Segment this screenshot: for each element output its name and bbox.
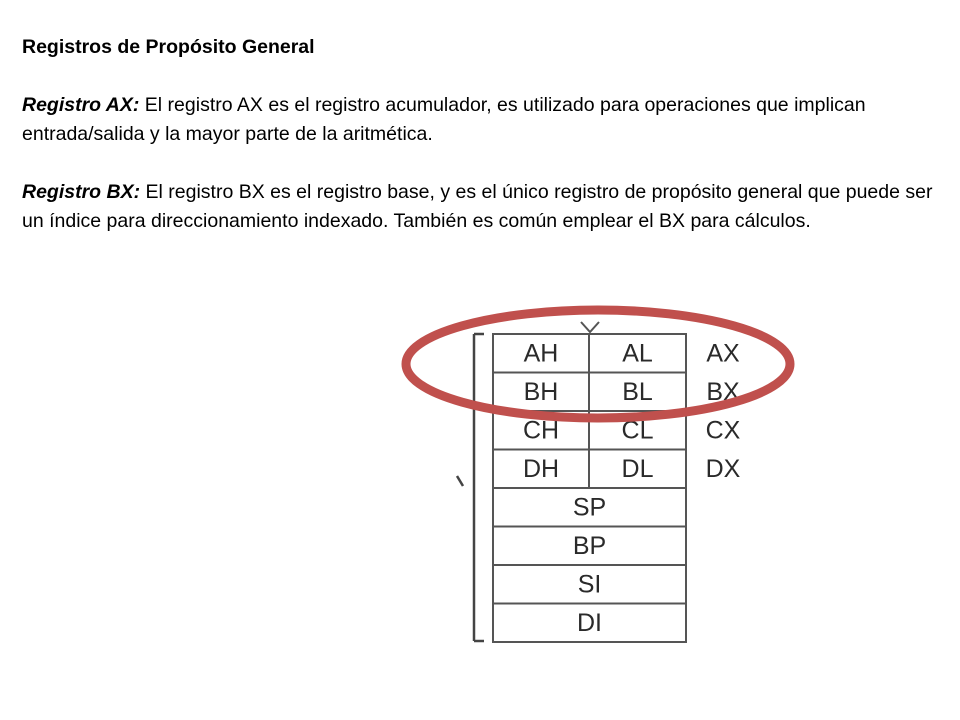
ax-description: El registro AX es el registro acumulador, es utilizado para operaciones que implican entrada/salida y la mayor parte de la aritmética. xyxy=(22,94,866,145)
register-low-label: AL xyxy=(622,339,653,368)
register-high-label: AH xyxy=(523,339,559,368)
bx-term: Registro BX: xyxy=(22,181,141,203)
register-full-label: AX xyxy=(706,339,740,368)
top-fork-mark xyxy=(581,322,599,332)
register-wide-label: BP xyxy=(572,531,607,560)
register-high-label: DH xyxy=(522,454,560,483)
register-wide-label: SI xyxy=(577,570,602,599)
page-title: Registros de Propósito General xyxy=(22,36,315,58)
bx-description: El registro BX es el registro base, y es el único registro de propósito general que puede ser un índice para direccionamiento indexado. También es común emplear el BX para cálculos. xyxy=(22,181,933,232)
register-wide-label: SP xyxy=(572,493,607,522)
register-full-label: DX xyxy=(705,454,741,483)
register-wide-label: DI xyxy=(577,608,602,637)
ax-term: Registro AX: xyxy=(22,94,140,116)
bracket-tick-mark xyxy=(457,476,463,486)
register-high-label: CH xyxy=(522,416,560,445)
register-grid xyxy=(493,334,741,642)
register-low-label: CL xyxy=(621,416,654,445)
register-bracket xyxy=(474,334,484,641)
register-full-label: CX xyxy=(705,416,741,445)
register-full-label: BX xyxy=(706,377,740,406)
register-low-label: BL xyxy=(622,377,653,406)
register-high-label: BH xyxy=(523,377,559,406)
register-low-label: DL xyxy=(621,454,654,483)
